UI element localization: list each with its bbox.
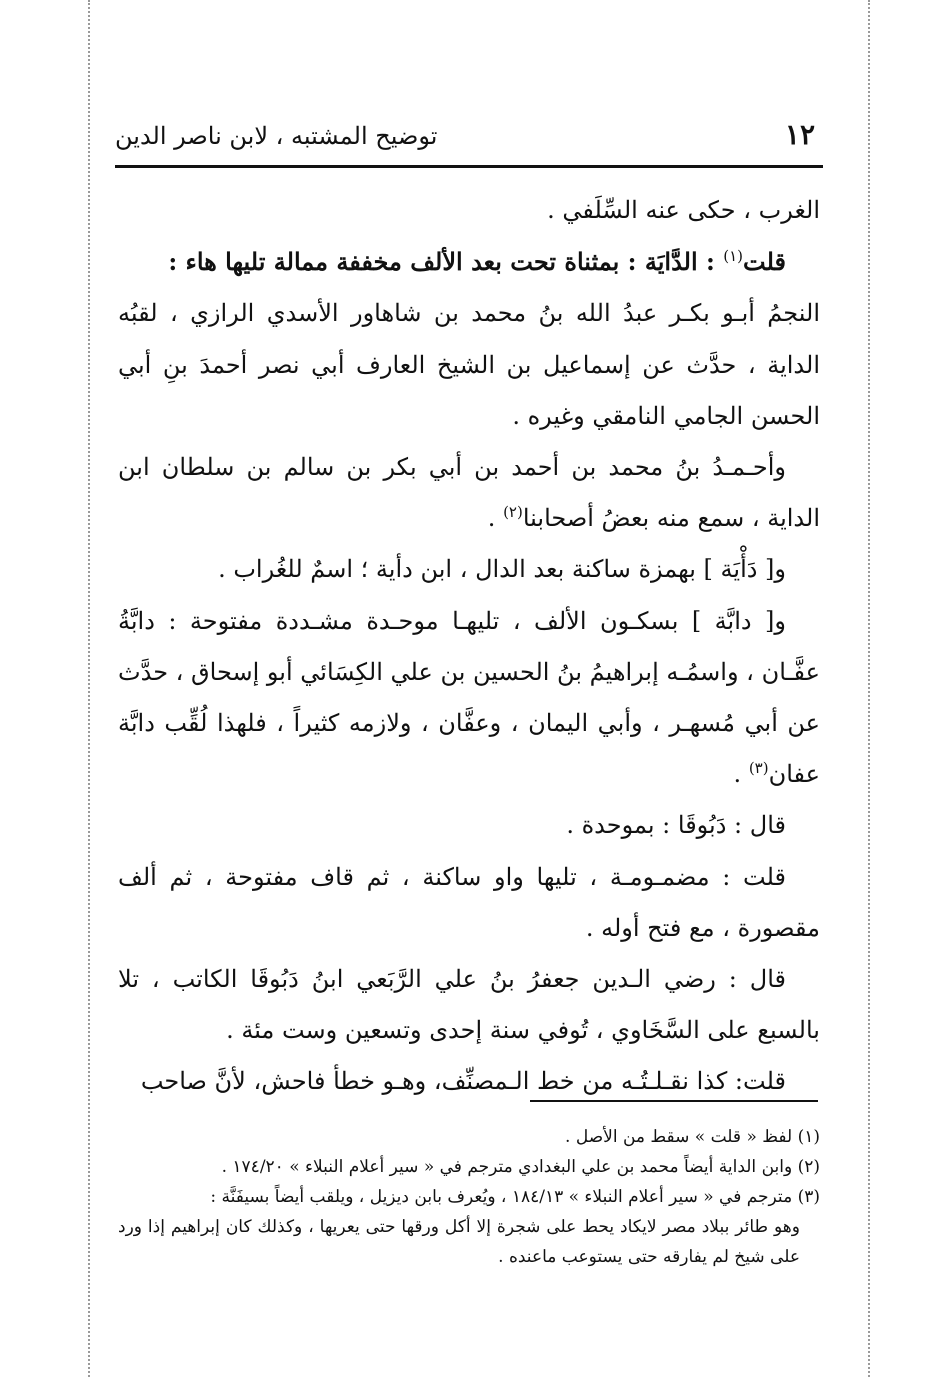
paragraph: و[ دَأْيَة ] بهمزة ساكنة بعد الدال ، ابن دأية ؛ اسمٌ للغُراب . xyxy=(218,555,786,584)
scan-edge-left xyxy=(88,0,90,1377)
paragraph: النجمُ أبـو بكـر عبدُ الله بنُ محمد بن شاهاور الأسدي الرازي ، لقبُه الداية ، حدَّث عن إسماعيل بن الشيخ العارف أبي نصر أحمدَ بنِ أبي الحسن الجامي النامقي وغيره . xyxy=(118,299,820,430)
page-header xyxy=(115,118,823,156)
footnote-ref: (٢) xyxy=(503,503,523,522)
footnote-rule xyxy=(530,1100,818,1102)
paragraph xyxy=(118,236,820,288)
paragraph: الغرب ، حكى عنه السِّلَفي . xyxy=(547,196,820,224)
main-text xyxy=(118,185,820,1108)
paragraph-text: و[ دابَّة ] بسكـون الألف ، تليهـا موحـدة مشـددة مفتوحة : دابَّةُ عفَّـان ، واسمُـه إبراهيمُ بنُ الحسين بن علي الكِسَائي أبو إسحاق ، حدَّث عن أبي مُسهـر ، وأبي اليمان ، وعفَّان ، ولازمه كثيراً ، فلهذا لُقِّب دابَّة عفان xyxy=(118,606,821,789)
paragraph xyxy=(118,442,820,544)
paragraph: قال : دَبُوقَا : بموحدة . xyxy=(566,811,786,840)
footnote: (٢) وابن الداية أيضاً محمد بن علي البغدادي مترجم في « سير أعلام النبلاء » ١٧٤/٢٠ . xyxy=(221,1157,820,1177)
paragraph: قال : رضي الـدين جعفرُ بنُ علي الرَّبَعي ابنُ دَبُوقَا الكاتب ، تلا بالسبع على السَّخَاوي ، تُوفي سنة إحدى وتسعين وست مئة . xyxy=(118,965,820,1045)
paragraph: قلت : مضمـومـة ، تليها واو ساكنة ، ثم قاف مفتوحة ، ثم ألف مقصورة ، مع فتح أوله . xyxy=(118,862,820,942)
paragraph-lead: قلت xyxy=(743,247,786,277)
paragraph: قلت: كذا نقـلـتُـه من خط الـمصنِّف، وهـو خطأ فاحش، لأنَّ صاحب xyxy=(140,1067,786,1096)
paragraph xyxy=(118,596,820,801)
paragraph-text: وأحـمـدُ بنُ محمد بن أحمد بن أبي بكر بن سالم بن سلطان ابن الداية ، سمع منه بعضُ أصحابنا xyxy=(118,453,820,533)
page-number: ١٢ xyxy=(784,118,815,151)
footnotes xyxy=(118,1122,820,1272)
footnote: (٣) مترجم في « سير أعلام النبلاء » ١٨٤/١٣ ، ويُعرف بابن ديزيل ، ويلقب أيضاً بسيفَنَّة : xyxy=(210,1187,820,1207)
paragraph-sep: : xyxy=(697,247,724,277)
entry-heading: الدَّايَة : بمثناة تحت بعد الألف مخففة ممالة تليها هاء : xyxy=(168,247,698,277)
footnote-ref: (٣) xyxy=(748,759,769,778)
running-title: توضيح المشتبه ، لابن ناصر الدين xyxy=(115,122,438,150)
paragraph-end: . xyxy=(733,760,749,789)
footnote-ref: (١) xyxy=(723,247,744,266)
scan-edge-right xyxy=(868,0,870,1377)
header-rule xyxy=(115,165,823,168)
footnote-continuation: وهو طائر ببلاد مصر لايكاد يحط على شجرة إلا أكل ورقها حتى يعريها ، وكذلك كان إبراهيم إذا ورد على شيخ لم يفارقه حتى يستوعب ماعنده . xyxy=(118,1217,800,1267)
footnote: (١) لفظ « قلت » سقط من الأصل . xyxy=(565,1127,820,1147)
paragraph-end: . xyxy=(487,504,504,533)
